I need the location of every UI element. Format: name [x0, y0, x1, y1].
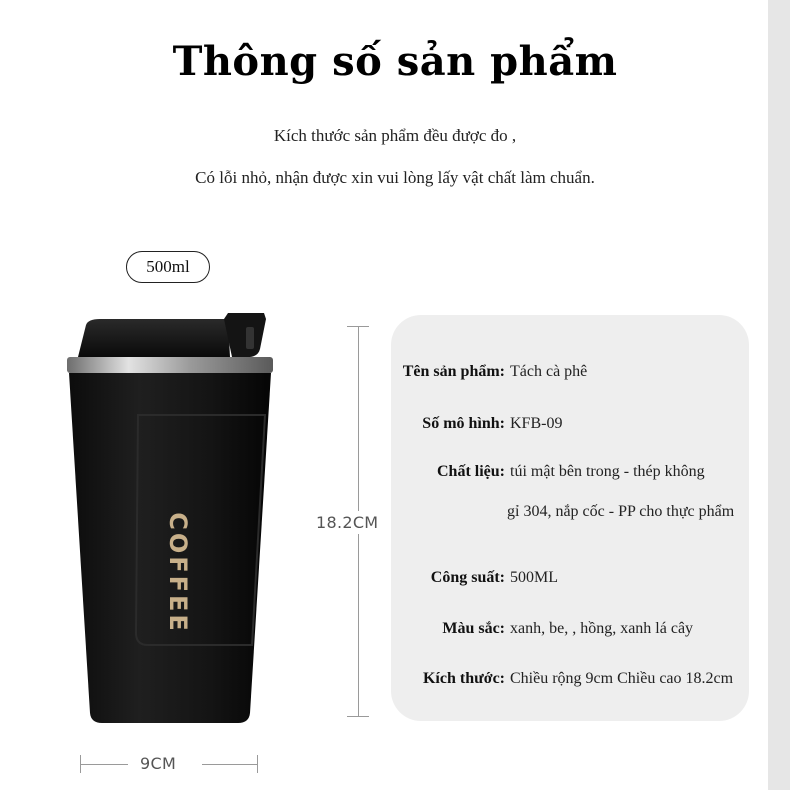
capacity-badge: 500ml [126, 251, 210, 283]
width-tick-left [80, 755, 81, 773]
subtitle-line-1: Kích thước sản phẩm đều được đo , [273, 126, 517, 145]
coffee-cup-image [60, 305, 280, 735]
spec-value: túi mật bên trong - thép không [510, 463, 705, 480]
spec-label: Tên sản phẩm: [402, 363, 505, 380]
spec-value: Chiều rộng 9cm Chiều cao 18.2cm [510, 670, 734, 687]
spec-value: Tách cà phê [510, 363, 588, 380]
spec-panel [391, 315, 749, 721]
page-title: Thông số sản phẩm [172, 38, 618, 85]
spec-label: Chất liệu: [437, 463, 505, 480]
cup-brand-text: COFFEE [164, 512, 192, 634]
height-label: 18.2CM [316, 513, 379, 532]
spec-label: Số mô hình: [422, 415, 505, 432]
spec-label: Kích thước: [422, 670, 505, 687]
spec-value-line-2: gỉ 304, nắp cốc - PP cho thực phẩm [507, 503, 735, 520]
spec-label: Công suất: [430, 569, 505, 586]
width-dimension-line-left [80, 764, 128, 765]
spec-value: xanh, be, , hồng, xanh lá cây [510, 620, 694, 637]
spec-value: KFB-09 [510, 415, 563, 432]
subtitle-line-2: Có lỗi nhỏ, nhận được xin vui lòng lấy vật chất làm chuẩn. [195, 168, 595, 187]
width-label: 9CM [140, 754, 177, 773]
right-edge-strip [768, 0, 790, 790]
height-tick-top [347, 326, 369, 327]
spec-label: Màu sắc: [442, 620, 505, 637]
width-dimension-line-right [202, 764, 258, 765]
width-tick-right [257, 755, 258, 773]
height-tick-bottom [347, 716, 369, 717]
spec-value: 500ML [510, 569, 558, 586]
